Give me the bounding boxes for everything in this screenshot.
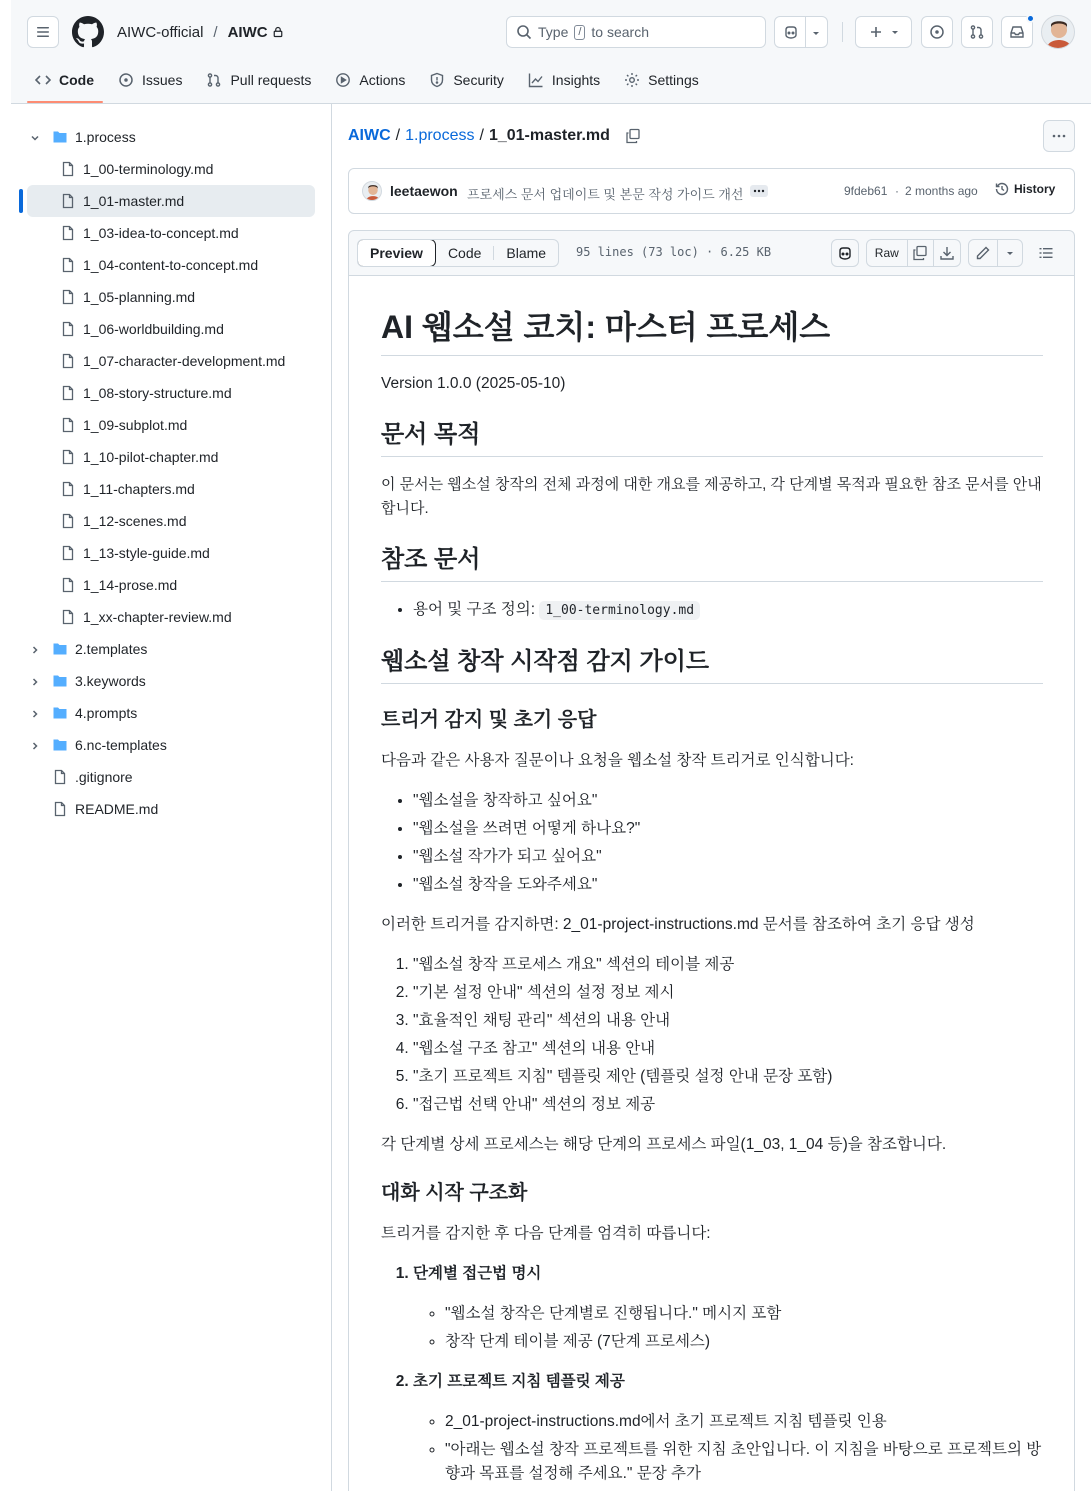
- markdown-body: [381, 307, 1043, 1491]
- file-icon: [60, 609, 76, 625]
- tree-file[interactable]: [11, 505, 332, 537]
- history-label: History: [1014, 182, 1056, 196]
- view-mode-switcher: [357, 239, 559, 267]
- tree-item-label: 1_12-scenes.md: [83, 513, 187, 529]
- tree-folder[interactable]: [11, 633, 332, 665]
- trigger-list: [381, 789, 1043, 897]
- heading-dialog: 대화 시작 구조화: [381, 1182, 528, 1204]
- tree-file[interactable]: [11, 345, 332, 377]
- list-item: ◦ 2_01-project-instructions.md에서 초기 프로젝트 지침 템플릿 인용: [445, 1410, 1043, 1434]
- avatar-face-icon: [363, 182, 382, 201]
- header-divider: [842, 22, 843, 42]
- tab-label: Code: [59, 72, 94, 88]
- tree-item-label: 1_04-content-to-concept.md: [83, 257, 259, 273]
- tab-code[interactable]: [27, 64, 102, 96]
- tree-item-label: 2.templates: [75, 641, 148, 657]
- code-icon: [35, 72, 51, 88]
- tree-item-label: 1_13-style-guide.md: [83, 545, 210, 561]
- file-icon: [52, 769, 68, 785]
- repo-link[interactable]: AIWC: [227, 23, 268, 41]
- tree-file[interactable]: [11, 313, 332, 345]
- tree-folder[interactable]: [11, 697, 332, 729]
- tree-item-label: 1_06-worldbuilding.md: [83, 321, 224, 337]
- tree-item-label: 1_08-story-structure.md: [83, 385, 232, 401]
- breadcrumb-separator: /: [395, 127, 401, 144]
- tab-label: Settings: [648, 72, 699, 88]
- doc-title: AI 웹소설 코치: 마스터 프로세스: [381, 307, 1043, 356]
- folder-icon: [52, 705, 68, 721]
- breadcrumb-separator: /: [213, 23, 218, 41]
- tree-item-label: 4.prompts: [75, 705, 138, 721]
- tab-settings[interactable]: [616, 64, 707, 96]
- file-icon: [60, 225, 76, 241]
- chevron-right-icon[interactable]: [29, 707, 41, 719]
- plus-icon: [868, 24, 884, 40]
- search-icon: [516, 24, 532, 40]
- list-item: [413, 1370, 1043, 1486]
- tree-item-label: 1_05-planning.md: [83, 289, 196, 305]
- tree-file[interactable]: [11, 281, 332, 313]
- file-icon: [60, 193, 76, 209]
- list-item: 5. "초기 프로젝트 지침" 템플릿 제안 (템플릿 설정 안내 문장 포함): [413, 1065, 1043, 1089]
- sub-list: [413, 1302, 1043, 1354]
- tree-folder[interactable]: [11, 665, 332, 697]
- user-avatar[interactable]: [1041, 15, 1075, 49]
- sub-list: [413, 1410, 1043, 1486]
- commit-author[interactable]: leetaewon: [390, 183, 458, 199]
- file-icon: [60, 577, 76, 593]
- breadcrumb-current-file: 1_01-master.md: [488, 127, 610, 144]
- file-icon: [60, 257, 76, 273]
- issue-icon: [929, 24, 945, 40]
- history-button[interactable]: [994, 181, 1055, 197]
- purpose-paragraph: 이 문서는 웹소설 창작의 전체 과정에 대한 개요를 제공하고, 각 단계별 목적과 필요한 참조 문서를 안내합니다.: [381, 476, 1042, 517]
- graph-icon: [528, 72, 544, 88]
- file-icon: [60, 417, 76, 433]
- doc-version: Version 1.0.0 (2025-05-10): [381, 375, 566, 392]
- list-item: • "웹소설을 쓰려면 어떻게 하나요?": [413, 817, 1043, 841]
- tab-label: Pull requests: [230, 72, 312, 88]
- list-item: • "웹소설 작가가 되고 싶어요": [413, 845, 1043, 869]
- breadcrumb-repo-link[interactable]: AIWC: [348, 127, 391, 144]
- tree-folder[interactable]: [11, 729, 332, 761]
- tab-pull-requests[interactable]: [198, 64, 319, 96]
- chevron-right-icon[interactable]: [29, 739, 41, 751]
- tab-actions[interactable]: [327, 64, 413, 96]
- copilot-icon: [837, 245, 853, 261]
- tree-file[interactable]: [11, 761, 332, 793]
- file-icon: [60, 481, 76, 497]
- folder-icon: [52, 737, 68, 753]
- kebab-horizontal-icon: [1051, 128, 1067, 144]
- search-suffix: to search: [591, 24, 650, 40]
- pencil-icon: [975, 245, 991, 261]
- tree-file[interactable]: [11, 441, 332, 473]
- list-item: 6. "접근법 선택 안내" 섹션의 정보 제공: [413, 1093, 1043, 1117]
- folder-icon: [52, 129, 68, 145]
- chevron-down-icon: [811, 28, 821, 38]
- commit-author-avatar[interactable]: [362, 181, 382, 201]
- raw-button[interactable]: Raw: [874, 246, 899, 260]
- avatar-face-icon: [1042, 16, 1075, 49]
- breadcrumb-folder-link[interactable]: 1.process: [405, 127, 475, 144]
- commit-time: 2 months ago: [905, 184, 978, 198]
- commit-dot: ·: [895, 184, 899, 198]
- tree-item-label: 1_01-master.md: [83, 193, 185, 209]
- list-item: 2. "기본 설정 안내" 섹션의 설정 정보 제시: [413, 981, 1043, 1005]
- tree-item-label: 1_14-prose.md: [83, 577, 178, 593]
- dialog-step-title: 초기 프로젝트 지침 템플릿 제공: [413, 1373, 625, 1390]
- file-view: [332, 104, 1091, 1491]
- tree-file[interactable]: [11, 473, 332, 505]
- code-tab[interactable]: Code: [447, 245, 482, 261]
- chevron-right-icon[interactable]: [29, 643, 41, 655]
- list-item: [413, 598, 1043, 623]
- file-toolbar: [348, 230, 1075, 276]
- edit-button[interactable]: [969, 245, 997, 261]
- tree-file[interactable]: [11, 217, 332, 249]
- repo-breadcrumb: [117, 22, 284, 42]
- tab-label: Issues: [142, 72, 183, 88]
- active-tab-underline: [27, 101, 103, 103]
- reference-list: [381, 598, 1043, 623]
- list-item: ◦ 창작 단계 테이블 제공 (7단계 프로세스): [445, 1330, 1043, 1354]
- file-tree-sidebar: [11, 104, 332, 1491]
- copilot-button[interactable]: [774, 16, 828, 48]
- file-icon: [60, 289, 76, 305]
- outline-button[interactable]: [1032, 239, 1060, 267]
- chevron-down-icon: [1005, 248, 1015, 258]
- copy-icon: [912, 245, 928, 261]
- hamburger-icon: [35, 24, 51, 40]
- list-item: 3. "효율적인 채팅 관리" 섹션의 내용 안내: [413, 1009, 1043, 1033]
- pull-requests-button[interactable]: [961, 16, 993, 48]
- tree-item-label: 1_11-chapters.md: [83, 481, 195, 497]
- heading-purpose: 문서 목적: [381, 420, 1043, 457]
- tree-file[interactable]: [11, 793, 332, 825]
- tree-file[interactable]: [11, 569, 332, 601]
- file-icon: [60, 449, 76, 465]
- heading-trigger: 트리거 감지 및 초기 응답: [381, 709, 597, 731]
- reference-code: 1_00-terminology.md: [539, 601, 700, 620]
- tree-item-label: 1_10-pilot-chapter.md: [83, 449, 219, 465]
- tree-file[interactable]: [27, 185, 315, 217]
- tree-item-label: 6.nc-templates: [75, 737, 167, 753]
- github-logo-icon[interactable]: [72, 16, 104, 48]
- file-icon: [52, 801, 68, 817]
- search-prefix: Type: [538, 24, 569, 40]
- issues-button[interactable]: [921, 16, 953, 48]
- list-item: • "웹소설을 창작하고 싶어요": [413, 789, 1043, 813]
- file-icon: [60, 545, 76, 561]
- repo-nav: [27, 64, 715, 104]
- list-item: • "웹소설 창작을 도와주세요": [413, 873, 1043, 897]
- tree-item-label: 3.keywords: [75, 673, 146, 689]
- copy-path-icon[interactable]: [625, 128, 641, 144]
- inbox-icon: [1009, 24, 1025, 40]
- chevron-down-icon: [890, 27, 900, 37]
- markdown-preview: [348, 275, 1075, 1491]
- tab-insights[interactable]: [520, 64, 608, 96]
- heading-start-guide: 웹소설 창작 시작점 감지 가이드: [381, 647, 1043, 684]
- file-icon: [60, 513, 76, 529]
- tree-file[interactable]: [11, 377, 332, 409]
- actions-icon: [335, 72, 351, 88]
- gear-icon: [624, 72, 640, 88]
- download-icon: [939, 245, 955, 261]
- raw-button-group: [866, 239, 961, 267]
- tree-item-label: 1.process: [75, 129, 136, 145]
- list-outline-icon: [1038, 245, 1054, 261]
- tree-item-label: 1_07-character-development.md: [83, 353, 286, 369]
- menu-button[interactable]: [27, 16, 59, 48]
- copilot-ask-button[interactable]: [831, 239, 859, 267]
- list-item: [413, 1262, 1043, 1354]
- tab-issues[interactable]: [110, 64, 190, 96]
- process-note: 각 단계별 상세 프로세스는 해당 단계의 프로세스 파일(1_03, 1_04 등)을 참조합니다.: [381, 1136, 947, 1153]
- commit-hash[interactable]: 9fdeb61: [844, 184, 888, 198]
- list-item: ◦ "아래는 웹소설 창작 프로젝트를 위한 지침 초안입니다. 이 지침을 바탕으로 프로젝트의 방향과 목표를 설정해 주세요." 문장 추가: [445, 1438, 1043, 1486]
- history-icon: [994, 181, 1010, 197]
- download-button[interactable]: [934, 245, 960, 261]
- tree-folder[interactable]: [11, 121, 332, 153]
- tree-file[interactable]: [11, 537, 332, 569]
- dialog-intro: 트리거를 감지한 후 다음 단계를 엄격히 따릅니다:: [381, 1225, 711, 1242]
- file-icon: [60, 385, 76, 401]
- notification-dot: [1026, 14, 1035, 23]
- blame-tab[interactable]: Blame: [506, 245, 547, 261]
- breadcrumb-separator: /: [479, 127, 484, 144]
- tab-security[interactable]: [421, 64, 512, 96]
- heading-references: 참조 문서: [381, 545, 1043, 582]
- file-tree: [11, 121, 332, 825]
- trigger-intro: 다음과 같은 사용자 질문이나 요청을 웹소설 창작 트리거로 인식합니다:: [381, 752, 854, 769]
- search-input[interactable]: [506, 16, 766, 48]
- page: [11, 0, 1091, 1491]
- tree-item-label: 1_03-idea-to-concept.md: [83, 225, 239, 241]
- folder-icon: [52, 673, 68, 689]
- top-bar: [11, 0, 1091, 104]
- chevron-down-icon[interactable]: [29, 131, 41, 143]
- pull-request-icon: [969, 24, 985, 40]
- tree-item-label: 1_00-terminology.md: [83, 161, 214, 177]
- edit-options-button[interactable]: [998, 248, 1022, 258]
- ellipsis-icon: [753, 189, 765, 193]
- lock-icon: [272, 26, 284, 38]
- tree-item-label: README.md: [75, 801, 159, 817]
- create-new-button[interactable]: [855, 16, 912, 48]
- tree-file[interactable]: [11, 409, 332, 441]
- expand-commit-message-button[interactable]: [750, 185, 768, 197]
- issue-icon: [118, 72, 134, 88]
- more-options-button[interactable]: [1043, 120, 1075, 152]
- inbox-button[interactable]: [1001, 16, 1033, 48]
- file-icon: [60, 353, 76, 369]
- copy-raw-button[interactable]: [908, 245, 934, 261]
- tree-file[interactable]: [11, 601, 332, 633]
- tree-item-label: .gitignore: [75, 769, 133, 785]
- owner-link[interactable]: AIWC-official: [117, 23, 204, 41]
- file-breadcrumb: [348, 127, 641, 145]
- chevron-right-icon[interactable]: [29, 675, 41, 687]
- file-icon: [60, 161, 76, 177]
- dialog-step-title: 단계별 접근법 명시: [413, 1265, 542, 1282]
- file-icon: [60, 321, 76, 337]
- tree-item-label: 1_09-subplot.md: [83, 417, 188, 433]
- file-meta: 95 lines (73 loc) · 6.25 KB: [576, 245, 772, 259]
- tab-label: Insights: [551, 72, 601, 88]
- reference-label: 용어 및 구조 정의:: [413, 601, 540, 618]
- selected-indicator: [19, 189, 23, 213]
- tab-label: Actions: [359, 72, 406, 88]
- list-item: 4. "웹소설 구조 참고" 섹션의 내용 안내: [413, 1037, 1043, 1061]
- latest-commit-bar: [348, 168, 1075, 214]
- pull-request-icon: [206, 72, 222, 88]
- tree-item-label: 1_xx-chapter-review.md: [83, 609, 232, 625]
- dialog-step-list: [381, 1262, 1043, 1486]
- tree-file[interactable]: [11, 249, 332, 281]
- list-item: ◦ "웹소설 창작은 단계별로 진행됩니다." 메시지 포함: [445, 1302, 1043, 1326]
- preview-tab[interactable]: Preview: [357, 239, 436, 267]
- step-list: [381, 953, 1043, 1117]
- tree-file[interactable]: [11, 153, 332, 185]
- shield-icon: [429, 72, 445, 88]
- list-item: 1. "웹소설 창작 프로세스 개요" 섹션의 테이블 제공: [413, 953, 1043, 977]
- folder-icon: [52, 641, 68, 657]
- edit-button-group: [968, 239, 1023, 267]
- tab-label: Security: [453, 72, 504, 88]
- detect-line: 이러한 트리거를 감지하면: 2_01-project-instructions.md 문서를 참조하여 초기 응답 생성: [381, 916, 975, 933]
- copilot-icon: [783, 24, 799, 40]
- commit-message[interactable]: 프로세스 문서 업데이트 및 본문 작성 가이드 개선: [467, 187, 744, 202]
- search-shortcut-key: /: [574, 25, 585, 40]
